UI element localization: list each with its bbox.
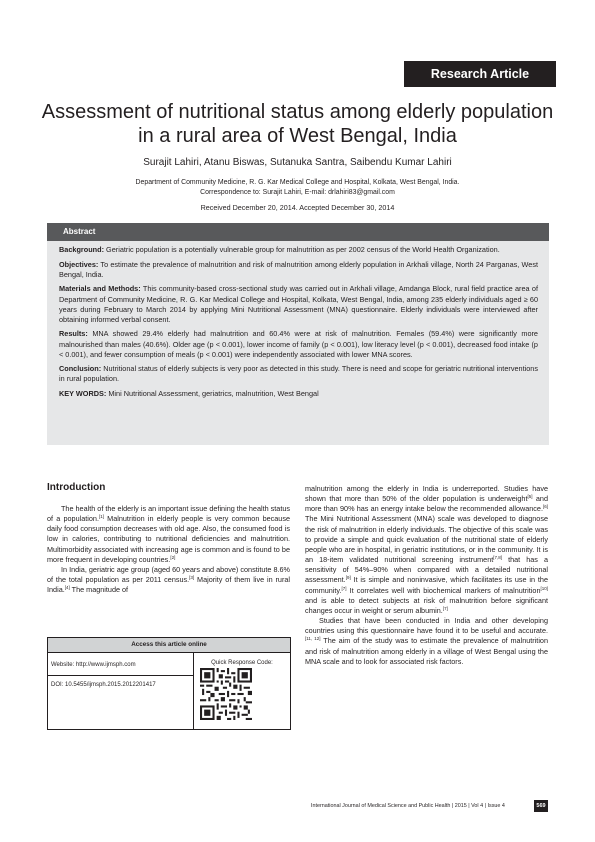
intro-paragraph-1 <box>47 504 290 565</box>
background-label: Background: <box>59 245 104 254</box>
conclusion-text: Nutritional status of elderly subjects is very poor as detected in this study. There is need and scope for geriatric nutritional interventions in rural population. <box>59 364 538 384</box>
citation-ref[interactable]: [5] <box>527 494 533 500</box>
access-heading: Access this article online <box>48 638 290 653</box>
divider <box>193 653 194 729</box>
citation-ref[interactable]: [7] <box>341 585 347 591</box>
text-run: Malnutrition in elderly people is very common because daily food consumption decreases with old age. Also, the consumed food is low in calories, contributing to nutritional deficiencies and malnutrition. Multimorbidity associated with increasing age is common and is found to be more frequent in developing countries. <box>47 514 290 564</box>
abstract-header-bar <box>47 223 549 241</box>
abstract-background <box>59 245 538 255</box>
text-run: malnutrition among the elderly in India is underreported. Studies have shown that more than 50% of the older population is underweight <box>305 484 548 504</box>
text-run: Studies that have been conducted in India and other developing countries using this questionnaire have found it to be useful and accurate. <box>305 616 548 636</box>
text-run: Majority of them live in rural India. <box>47 575 291 595</box>
citation-ref[interactable]: [11, 12] <box>305 636 321 642</box>
text-run: The aim of the study was to estimate the prevalence of malnutrition and risk of malnutrition among elderly in a village of West Bengal using the MNA scale and to look for associated risk factors. <box>305 636 548 666</box>
article-type-badge: Research Article <box>404 61 556 87</box>
doi-link[interactable]: DOI: 10.5455/ijmsph.2015.2012201417 <box>51 682 156 688</box>
citation-ref[interactable]: [2] <box>170 554 176 560</box>
text-run: It correlates well with biochemical markers of malnutrition <box>346 585 541 595</box>
text-run: The magnitude of <box>69 585 129 595</box>
text-run: In India, geriatric age group (aged 60 years and above) constitute 8.6% of the total population as per 2011 census. <box>47 564 290 585</box>
abstract-heading: Abstract <box>63 227 96 236</box>
body-column-right <box>305 484 548 667</box>
intro-paragraph-3 <box>305 484 548 616</box>
article-title <box>30 101 565 148</box>
author-list: Surajit Lahiri, Atanu Biswas, Sutanuka Santra, Saibendu Kumar Lahiri <box>143 157 452 168</box>
introduction-heading: Introduction <box>47 482 106 493</box>
received-dates: Received December 20, 2014. Accepted December 30, 2014 <box>200 203 395 212</box>
text-run: It is simple and noninvasive, which facilitates its use in the community. <box>305 575 548 595</box>
website-link[interactable]: Website: http://www.ijmsph.com <box>51 662 136 668</box>
results-label: Results: <box>59 329 88 339</box>
running-footer: International Journal of Medical Science and Public Health | 2015 | Vol 4 | Issue 4 <box>311 803 505 809</box>
abstract-keywords <box>59 389 538 399</box>
divider <box>48 675 193 676</box>
keywords-text: Mini Nutritional Assessment, geriatrics, malnutrition, West Bengal <box>108 389 319 399</box>
affiliation-block <box>30 178 565 198</box>
citation-ref[interactable]: [10] <box>540 585 548 591</box>
qr-code-icon[interactable] <box>200 668 252 720</box>
page-number: 569 <box>534 800 548 812</box>
citation-ref[interactable]: [3] <box>189 575 195 581</box>
body-column-left <box>47 504 290 595</box>
text-run: The health of the elderly is an important issue defining the health status of a population. <box>47 504 290 524</box>
results-text: MNA showed 29.4% elderly had malnutrition and 60.4% were at risk of malnutrition. Females (59.4%) were significantly more malnourished than males (40.6%). Older age (p < 0.001), lower income of family (p < 0.001), low literacy level (p < 0.001), decreased food intake (p < 0.001), and fewer consumption of meals (p < 0.001) were independently associated with lower MNA scores. <box>59 329 538 359</box>
abstract-objectives <box>59 260 538 280</box>
citation-ref[interactable]: [6] <box>542 504 548 510</box>
text-run: that has a sensitivity of 54%–90% when compared with a detailed nutritional assessment. <box>305 555 548 585</box>
access-online-box <box>47 637 291 730</box>
abstract-conclusion <box>59 364 538 384</box>
methods-text: This community-based cross-sectional study was carried out in Arkhali village, Amdanga Block, rural field practice area of Department of Community Medicine, R. G. Kar Medical College and Hospital, Kolkata, West Bengal, India, among 235 elderly individuals aged ≥ 60 years during February to March 2014 by applying Mini Nutritional Assessment (MNA) questionnaire. Elderly individuals were interviewed after obtaining informed verbal consent. <box>59 284 538 324</box>
citation-ref[interactable]: [9] <box>345 575 351 581</box>
objectives-label: Objectives: <box>59 259 99 269</box>
objectives-text: To estimate the prevalence of malnutrition and risk of malnutrition among elderly population in Arkhali village, North 24 Parganas, West Bengal, India. <box>59 259 538 279</box>
text-run: and more than 90% has an energy intake below the recommended allowance. <box>305 494 548 514</box>
citation-ref[interactable]: [4] <box>64 585 70 591</box>
title-line-2: in a rural area of West Bengal, India <box>138 124 457 147</box>
text-run: The Mini Nutritional Assessment (MNA) scale was developed to diagnose the risk of malnutrition in elderly individuals. The objective of this scale was to provide a simple and quick evaluation of the nutritional state of elderly people who are in hospital, in geriatric institutions, or in the community. It is an 18-item validated nutritional screening instrument <box>305 514 548 565</box>
methods-label: Materials and Methods: <box>59 284 141 294</box>
keywords-label: KEY WORDS: <box>59 389 107 399</box>
conclusion-label: Conclusion: <box>59 364 102 374</box>
intro-paragraph-2 <box>47 565 290 595</box>
citation-ref[interactable]: [7] <box>442 605 448 611</box>
text-run: and is able to detect subjects at risk of malnutrition before significant changes occur in weight or serum albumin. <box>305 595 548 615</box>
abstract-methods <box>59 284 538 324</box>
background-text: Geriatric population is a potentially vulnerable group for malnutrition as per 2002 census of the World Health Organization. <box>106 245 500 254</box>
citation-ref[interactable]: [7,8] <box>493 555 503 561</box>
title-line-1: Assessment of nutritional status among elderly population <box>41 101 554 123</box>
intro-paragraph-4 <box>305 616 548 667</box>
affiliation: Department of Community Medicine, R. G. Kar Medical College and Hospital, Kolkata, West Bengal, India. <box>135 179 460 186</box>
abstract-results <box>59 329 538 359</box>
abstract-body <box>59 245 538 404</box>
correspondence: Correspondence to: Surajit Lahiri, E-mail: drlahiri83@gmail.com <box>200 189 395 196</box>
citation-ref[interactable]: [1] <box>98 514 104 520</box>
qr-label: Quick Response Code: <box>211 660 273 666</box>
